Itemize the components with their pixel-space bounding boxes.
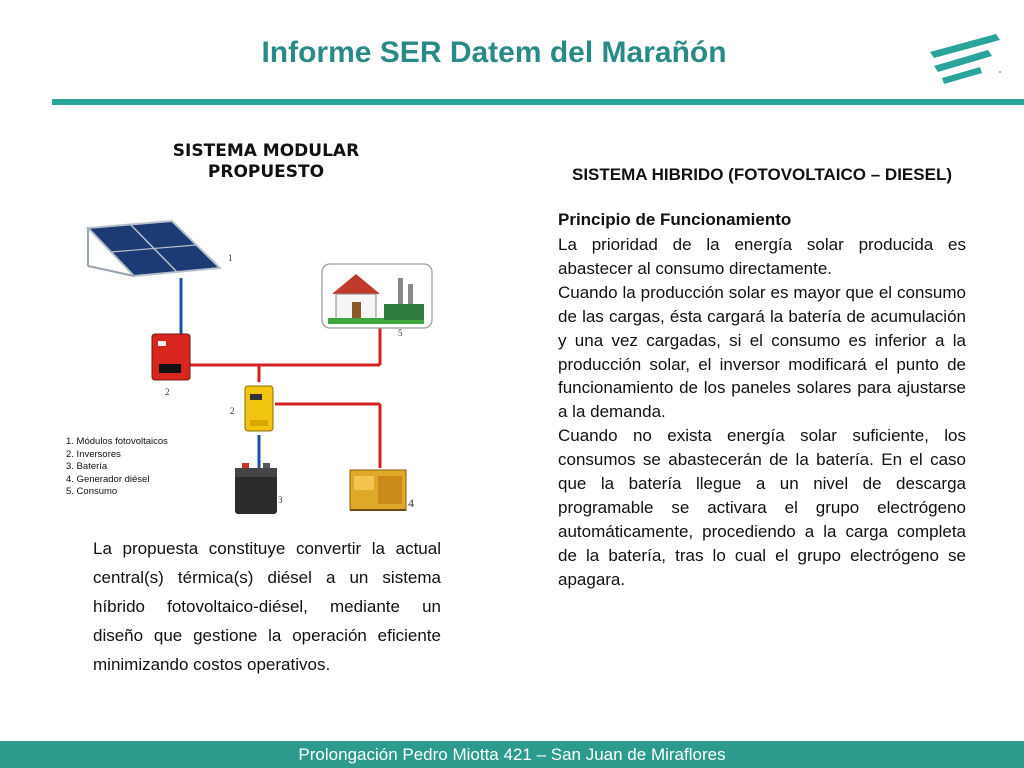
diagram-label-consumption: 5 [398, 328, 403, 338]
diagram-label-inverter-2: 2 [230, 406, 235, 416]
company-logo-icon [924, 30, 1004, 86]
left-heading-line2: PROPUESTO [207, 162, 325, 182]
legend-item: 3. Batería [66, 461, 108, 472]
diagram-legend [66, 436, 168, 499]
left-heading-line1: SISTEMA MODULAR [172, 141, 360, 161]
operation-description [558, 233, 966, 592]
operation-paragraph: Cuando la producción solar es mayor que el consumo de las cargas, ésta cargará la batería de acumulación y una vez cargadas, si el consumo es inferior a la producción solar, el inversor modificará el punto de funcionamiento de los paneles solares para ajustarse a la demanda. [558, 282, 966, 422]
legend-item: 2. Inversores [66, 448, 121, 460]
diagram-label-inverter: 2 [165, 387, 170, 397]
title-divider [52, 99, 1024, 105]
diagram-label-generator: 4 [408, 496, 414, 510]
operation-paragraph: La prioridad de la energía solar producida es abastecer al consumo directamente. [558, 235, 966, 278]
page-title: Informe SER Datem del Marañón [261, 36, 727, 69]
right-heading: SISTEMA HIBRIDO (FOTOVOLTAICO – DIESEL) [572, 165, 952, 184]
right-subheading: Principio de Funcionamiento [558, 210, 792, 229]
battery-icon [235, 463, 277, 514]
legend-item: 4. Generador diésel [66, 473, 150, 485]
generator-icon [350, 470, 406, 510]
footer-bar [0, 741, 1024, 768]
solar-panel-icon [88, 221, 220, 276]
legend-item: 5. Consumo [66, 486, 118, 497]
left-heading [118, 141, 414, 183]
legend-item: 1. Módulos fotovoltaicos [66, 436, 168, 447]
diagram-label-panel: 1 [228, 253, 233, 263]
proposal-paragraph: La propuesta constituye convertir la actual central(s) térmica(s) diésel a un sistema híbrido fotovoltaico-diésel, mediante un diseño que gestione la operación eficiente minimizando costos operativos. [93, 539, 441, 674]
inverter-icon [152, 334, 190, 380]
operation-paragraph: Cuando no exista energía solar suficiente, los consumos se abastecerán de la batería. En el caso que la batería llegue a un nivel de descarga programable se activara el grupo electrógeno automáticamente, procediendo a la carga completa de la batería, tras lo cual el grupo electrógeno se apagara. [558, 426, 966, 589]
diagram-label-battery: 3 [278, 495, 283, 505]
footer-address: Prolongación Pedro Miotta 421 – San Juan de Miraflores [298, 745, 726, 764]
inverter-icon [245, 386, 273, 431]
